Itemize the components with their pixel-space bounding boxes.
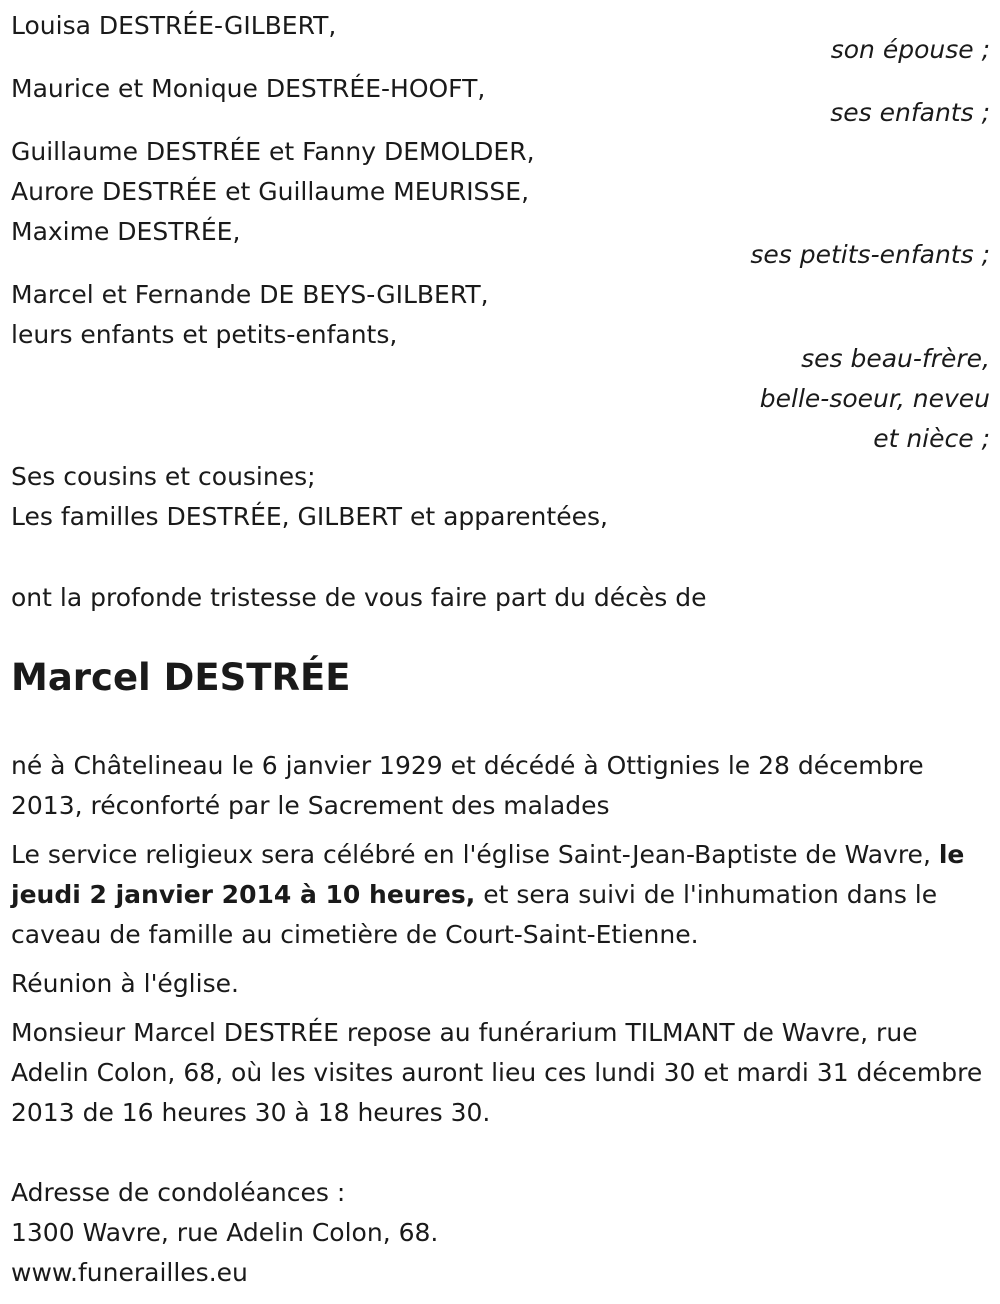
- children-block: [11, 69, 990, 133]
- others-block: [11, 457, 990, 537]
- service-date: le jeudi 2 janvier 2014 à 10 heures,: [11, 840, 965, 909]
- spouse-name: Louisa DESTRÉE-GILBERT,: [11, 11, 337, 40]
- in-law-line: leurs enfants et petits-enfants,: [11, 320, 398, 349]
- in-laws-role-line: ses beau-frère,: [801, 344, 990, 373]
- spouse-role: son épouse ;: [830, 35, 990, 64]
- deceased-name: Marcel DESTRÉE: [11, 656, 351, 699]
- service-text: [11, 835, 990, 955]
- service-rest: et sera suivi de l'inhumation dans le caveau de famille au cimetière de Court-Saint-Etienne.: [11, 880, 938, 949]
- spouse-block: [11, 6, 990, 70]
- meeting-text: Réunion à l'église.: [11, 969, 239, 998]
- announcement-text: ont la profonde tristesse de vous faire part du décès de: [11, 583, 707, 612]
- grandchild-line: Maxime DESTRÉE,: [11, 217, 241, 246]
- grandchildren-block: [11, 132, 990, 275]
- in-laws-block: [11, 275, 990, 459]
- condolences-website[interactable]: www.funerailles.eu: [11, 1258, 248, 1287]
- meeting-paragraph: [11, 964, 990, 1004]
- children-name: Maurice et Monique DESTRÉE-HOOFT,: [11, 74, 486, 103]
- birth-death-text: né à Châtelineau le 6 janvier 1929 et décédé à Ottignies le 28 décembre 2013, réconforté par le Sacrement des malades: [11, 751, 924, 820]
- children-role: ses enfants ;: [830, 98, 990, 127]
- others-line: Ses cousins et cousines;: [11, 462, 316, 491]
- in-law-line: Marcel et Fernande DE BEYS-GILBERT,: [11, 280, 489, 309]
- grandchild-line: Aurore DESTRÉE et Guillaume MEURISSE,: [11, 177, 530, 206]
- announcement: [11, 578, 990, 618]
- condolences-address: 1300 Wavre, rue Adelin Colon, 68.: [11, 1218, 439, 1247]
- condolences-block: [11, 1173, 990, 1293]
- service-paragraph: [11, 835, 990, 955]
- birth-death-paragraph: [11, 746, 990, 826]
- grandchild-line: Guillaume DESTRÉE et Fanny DEMOLDER,: [11, 137, 535, 166]
- visitation-text: Monsieur Marcel DESTRÉE repose au funérarium TILMANT de Wavre, rue Adelin Colon, 68, où les visites auront lieu ces lundi 30 et mardi 31 décembre 2013 de 16 heures 30 à 18 heures 30.: [11, 1018, 983, 1127]
- condolences-label: Adresse de condoléances :: [11, 1178, 346, 1207]
- others-line: Les familles DESTRÉE, GILBERT et apparentées,: [11, 502, 608, 531]
- in-laws-role-line: belle-soeur, neveu: [759, 384, 990, 413]
- visitation-paragraph: [11, 1013, 990, 1133]
- grandchildren-role: ses petits-enfants ;: [750, 240, 990, 269]
- in-laws-role-line: et nièce ;: [873, 424, 990, 453]
- service-intro: Le service religieux sera célébré en l'église Saint-Jean-Baptiste de Wavre,: [11, 840, 931, 869]
